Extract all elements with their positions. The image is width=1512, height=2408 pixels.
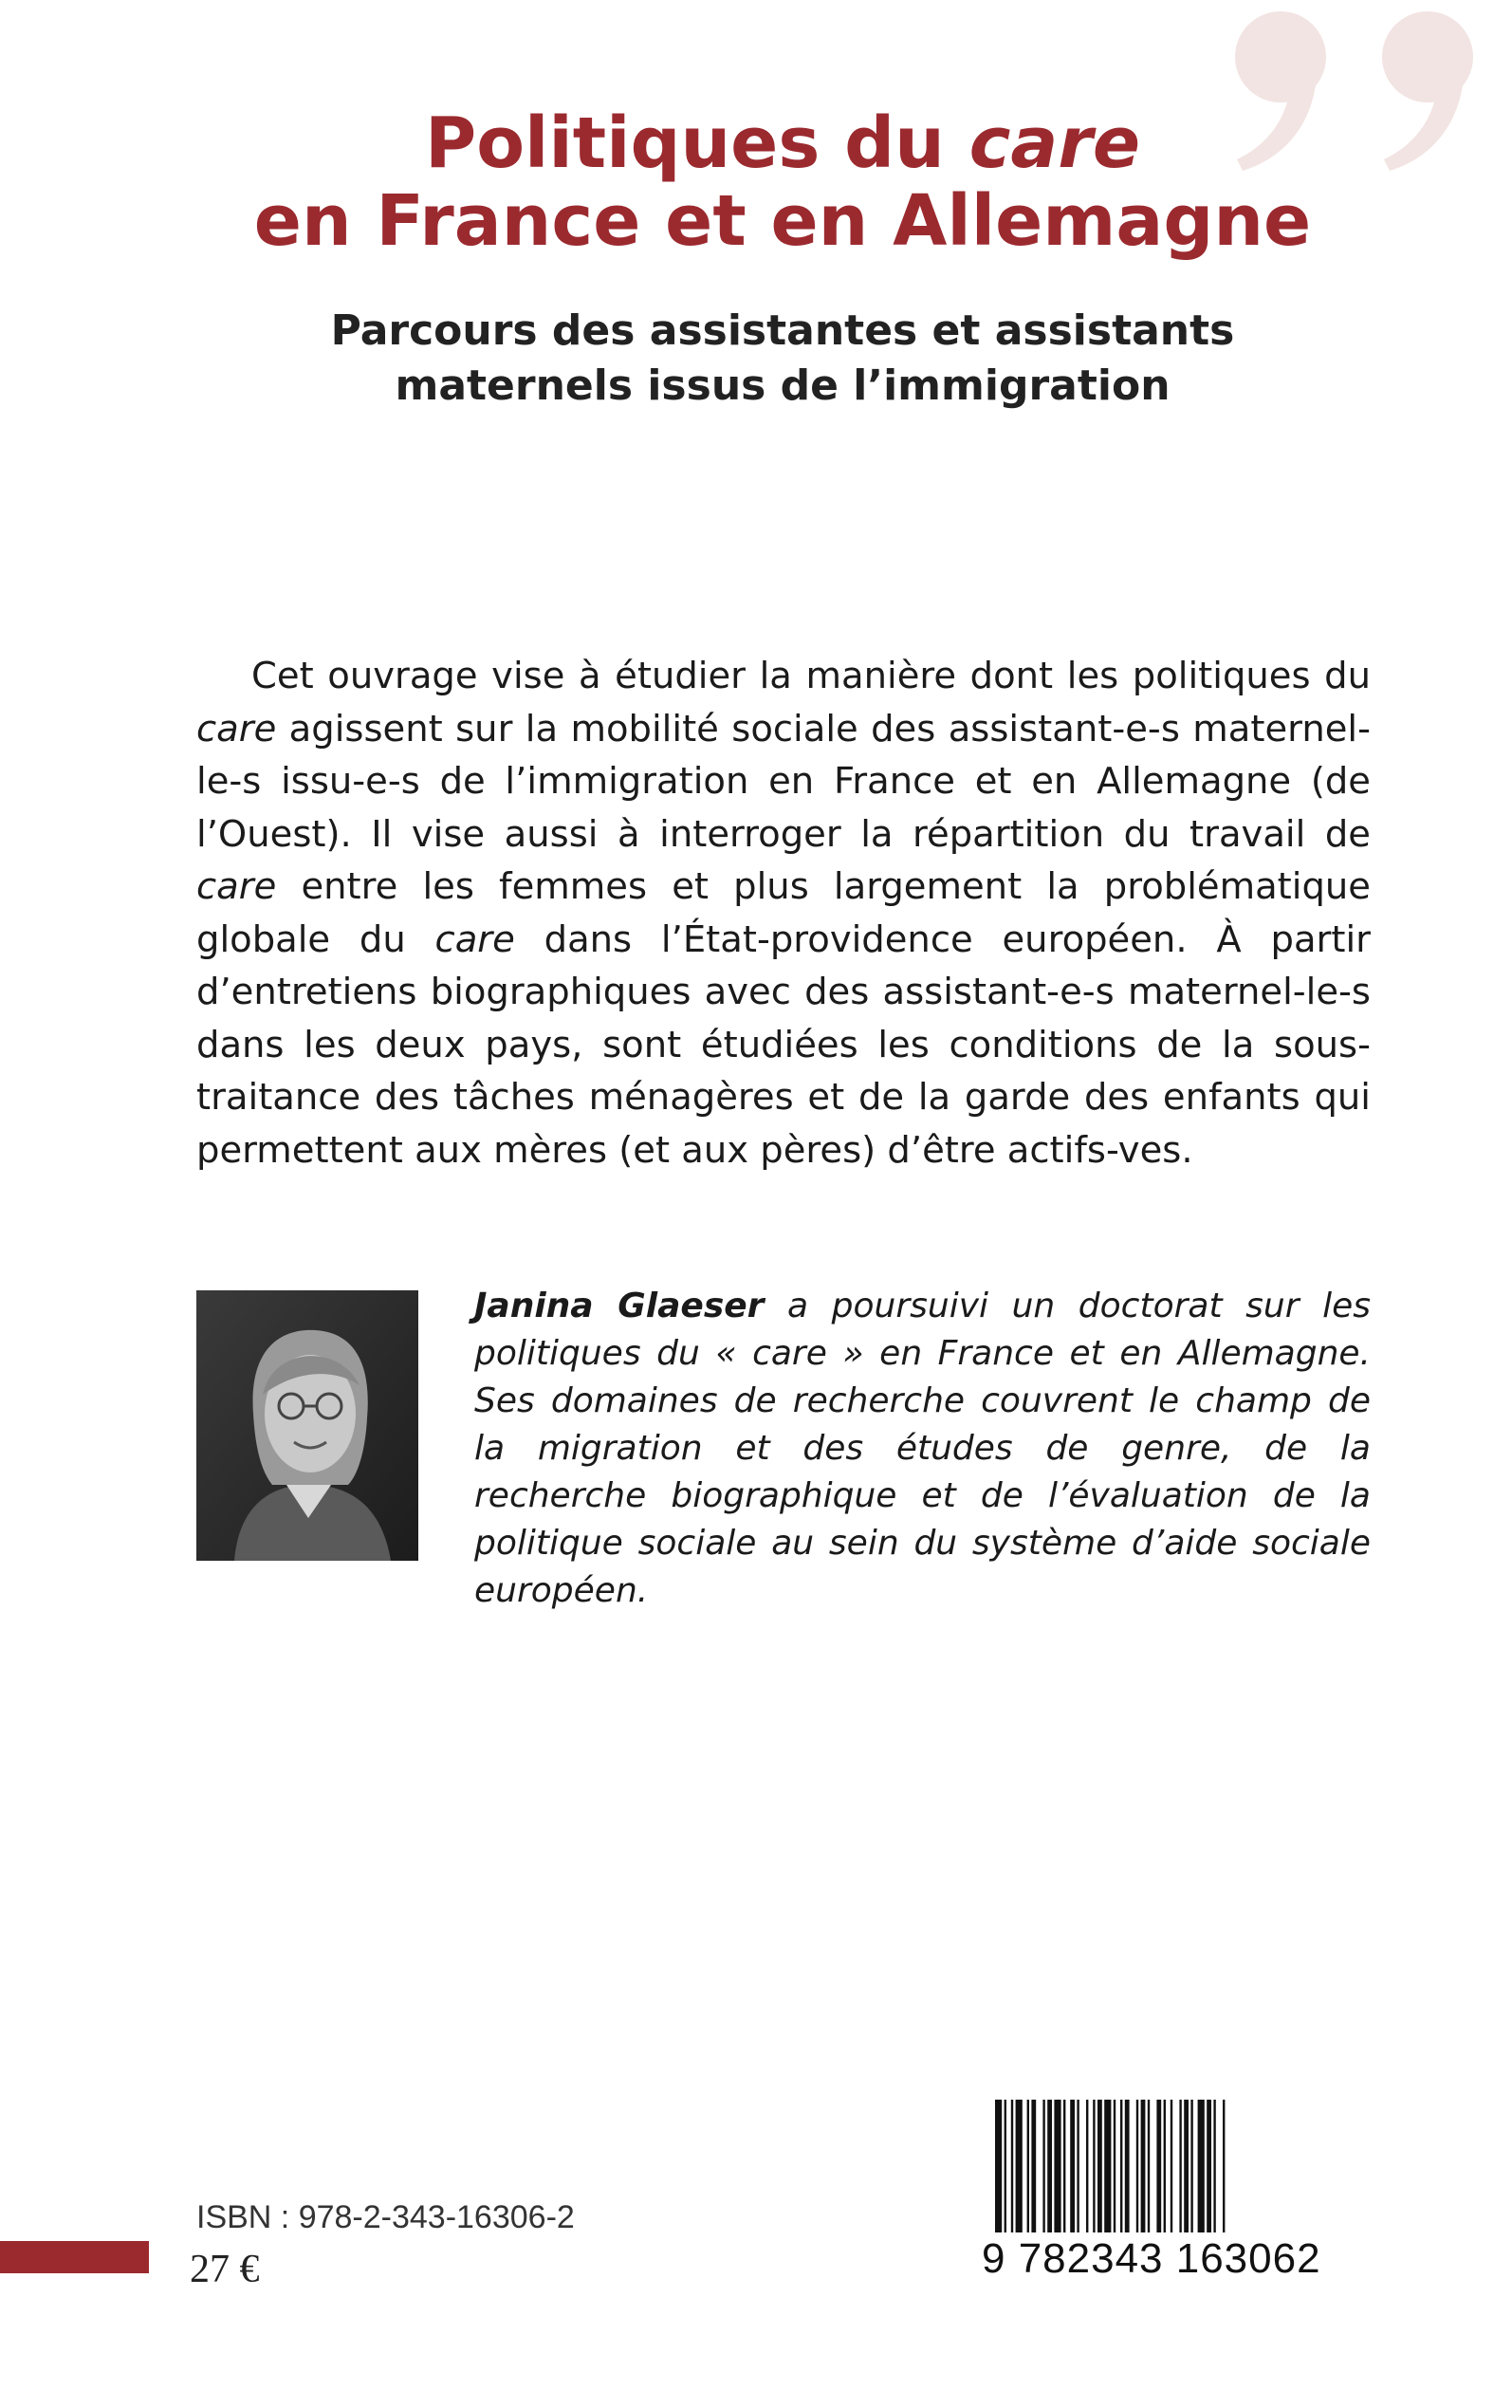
barcode-bar xyxy=(1207,2100,1211,2232)
accent-bar xyxy=(0,2241,149,2273)
barcode-bar xyxy=(1016,2100,1023,2232)
book-title xyxy=(0,104,1512,260)
barcode-bar xyxy=(1198,2100,1205,2232)
book-summary: Cet ouvrage vise à étudier la manière dont les politiques du care agissent sur la mobilité sociale des assistant-e-s maternel-le-s issu-e-s de l’immigration en France et en Allemagne (de l’Ouest). Il vise aussi à interroger la répartition du travail de care entre les femmes et plus largement la problématique globale du care dans l’État-providence européen. À partir d’entretiens biographiques avec des assistant-e-s maternel-le-s dans les deux pays, sont étudiées les conditions de la sous-traitance des tâches ménagères et de la garde des enfants qui permettent aux mères (et aux pères) d’être actifs-ves. xyxy=(196,655,1371,1172)
barcode-bar xyxy=(1097,2100,1102,2232)
author-photo xyxy=(196,1290,418,1561)
barcode-bar xyxy=(1148,2100,1150,2232)
subtitle-line-2: maternels issus de l’immigration xyxy=(395,361,1171,410)
barcode-bar xyxy=(1190,2100,1192,2232)
subtitle-line-1: Parcours des assistantes et assistants xyxy=(330,306,1235,355)
barcode-bar xyxy=(1005,2100,1006,2232)
author-name: Janina Glaeser xyxy=(474,1287,765,1325)
barcode-bar xyxy=(1213,2100,1215,2232)
barcode-bar xyxy=(1054,2100,1060,2232)
barcode-bar xyxy=(1179,2100,1181,2232)
barcode-bar xyxy=(1011,2100,1013,2232)
title-line-2: en France et en Allemagne xyxy=(253,180,1312,262)
isbn: ISBN : 978-2-343-16306-2 xyxy=(196,2199,575,2235)
title-italic-word: care xyxy=(968,102,1141,184)
barcode-bar xyxy=(1093,2100,1095,2232)
barcode-bar xyxy=(995,2100,1002,2232)
barcode-bar xyxy=(1114,2100,1116,2232)
barcode-bar xyxy=(1164,2100,1166,2232)
barcode-bar xyxy=(1070,2100,1075,2232)
barcode-bar xyxy=(1104,2100,1111,2232)
barcode-bar xyxy=(1063,2100,1065,2232)
barcode-bar xyxy=(1027,2100,1029,2232)
barcode-bar xyxy=(1171,2100,1172,2232)
barcode-digits: 9 782343 163062 xyxy=(982,2235,1321,2282)
barcode-bar xyxy=(1125,2100,1130,2232)
barcode-bar xyxy=(1047,2100,1052,2232)
title-line-1: Politiques du care xyxy=(424,102,1141,184)
barcode-bar xyxy=(1031,2100,1036,2232)
barcode-bar xyxy=(1156,2100,1161,2232)
barcode-bar xyxy=(1136,2100,1138,2232)
barcode-bar xyxy=(1086,2100,1088,2232)
book-subtitle xyxy=(0,304,1512,414)
barcode-bar xyxy=(1120,2100,1122,2232)
price: 27 € xyxy=(190,2248,260,2291)
barcode-bar xyxy=(1077,2100,1079,2232)
barcode-bar xyxy=(1141,2100,1146,2232)
barcode-bar xyxy=(1042,2100,1044,2232)
barcode-bar xyxy=(1223,2100,1225,2232)
author-bio: Janina Glaeser a poursuivi un doctorat sur les politiques du « care » en France et en Allemagne. Ses domaines de recherche couvrent le champ de la migration et des études de genre, de la recherche biographique et de l’évaluation de la politique sociale au sein du système d’aide sociale européen. xyxy=(474,1287,1371,1610)
barcode-bar xyxy=(1184,2100,1189,2232)
